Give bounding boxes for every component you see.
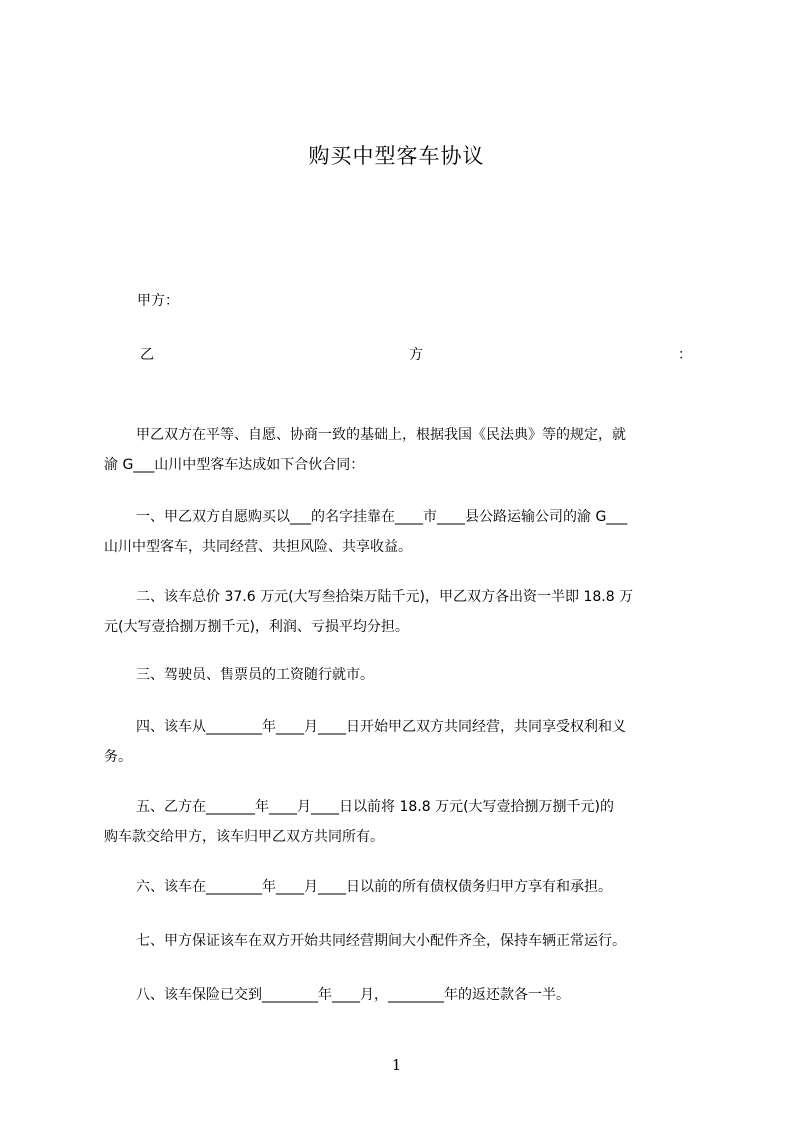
paragraph-line: 六、该车在________年____月____日以前的所有债权债务归甲方享有和承担。 xyxy=(136,879,612,895)
paragraph-line: 元(大写壹拾捌万捌千元)，利润、亏损平均分担。 xyxy=(104,619,409,635)
clause-8 xyxy=(104,980,704,1010)
clause-2 xyxy=(104,582,704,642)
party-b-char-2: 方 xyxy=(409,347,423,363)
paragraph-line: 二、该车总价 37.6 万元(大写叁拾柒万陆千元)，甲乙双方各出资一半即 18.8 万 xyxy=(136,589,634,605)
paragraph-line: 七、甲方保证该车在双方开始共同经营期间大小配件齐全，保持车辆正常运行。 xyxy=(136,933,626,949)
clause-3 xyxy=(104,660,704,690)
paragraph-line: 购车款交给甲方，该车归甲乙双方共同所有。 xyxy=(104,829,384,845)
clause-5 xyxy=(104,792,704,852)
clause-7 xyxy=(104,926,704,956)
paragraph-line: 一、甲乙双方自愿购买以___的名字挂靠在____市____县公路运输公司的渝 G___ xyxy=(136,509,628,525)
page-number: 1 xyxy=(391,1056,402,1074)
party-b-char-1: 乙 xyxy=(140,347,154,363)
document-title: 购买中型客车协议 xyxy=(308,144,485,168)
paragraph-line: 八、该车保险已交到________年____月，________年的返还款各一半。 xyxy=(136,987,570,1003)
clause-6 xyxy=(104,872,704,902)
paragraph-line: 务。 xyxy=(104,749,132,765)
paragraph-line: 甲乙双方在平等、自愿、协商一致的基础上，根据我国《民法典》等的规定，就 xyxy=(136,427,626,443)
clause-1 xyxy=(104,502,704,562)
paragraph-line: 三、驾驶员、售票员的工资随行就市。 xyxy=(136,667,374,683)
paragraph-line: 渝 G___山川中型客车达成如下合伙合同： xyxy=(104,457,365,473)
clause-4 xyxy=(104,712,704,772)
party-b-label xyxy=(140,344,692,364)
paragraph-line: 五、乙方在_______年____月____日以前将 18.8 万元(大写壹拾捌万捌千元)的 xyxy=(136,799,614,815)
party-a-label: 甲方： xyxy=(137,293,179,309)
party-b-colon: ： xyxy=(678,347,692,363)
intro-paragraph xyxy=(104,420,704,480)
paragraph-line: 四、该车从________年____月____日开始甲乙双方共同经营，共同享受权利和义 xyxy=(136,719,626,735)
paragraph-line: 山川中型客车，共同经营、共担风险、共享收益。 xyxy=(104,539,412,555)
